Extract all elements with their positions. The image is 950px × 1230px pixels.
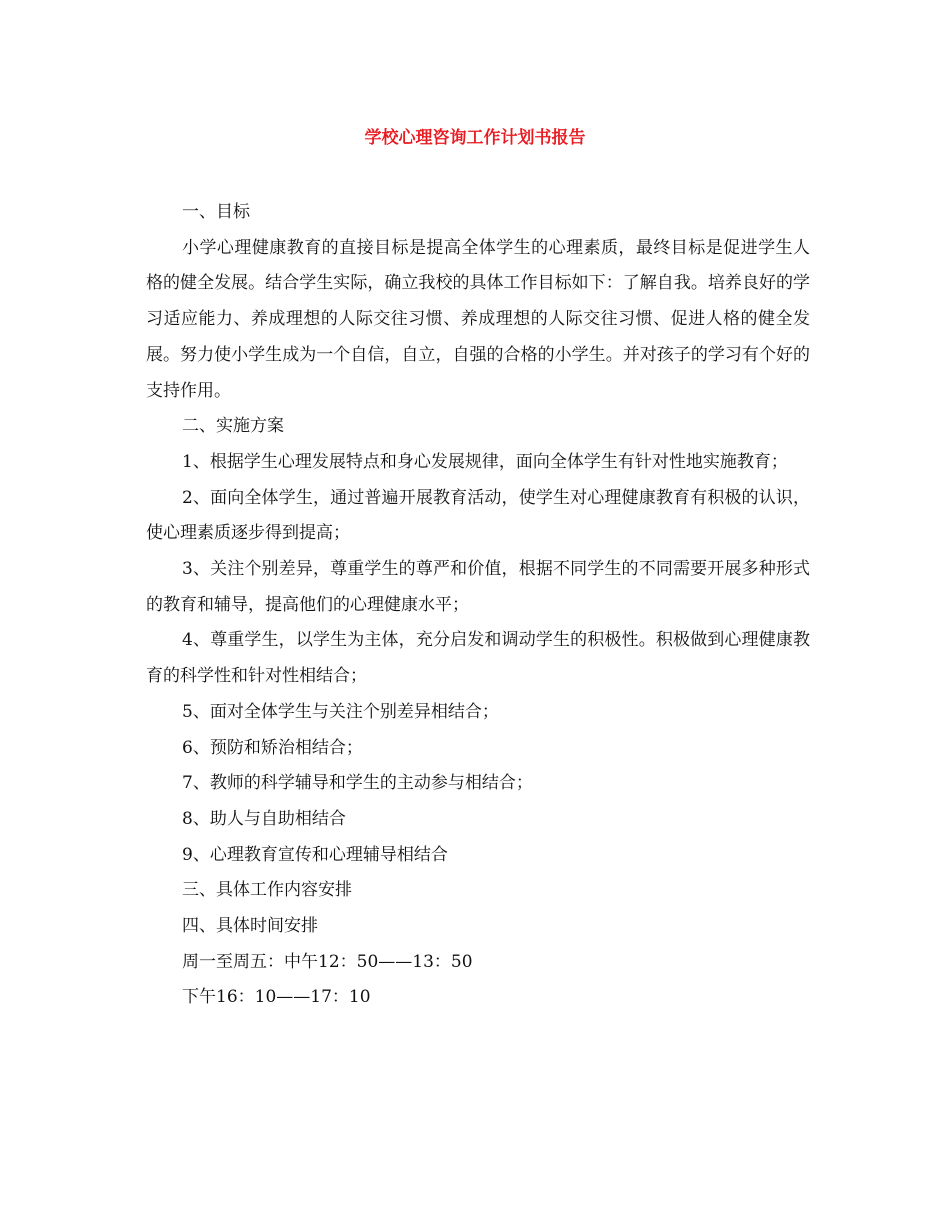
schedule-afternoon: 下午16：10——17：10 — [182, 987, 371, 1008]
schedule-noon: 周一至周五：中午12：50——13：50 — [182, 951, 473, 972]
plan-item-3: 3、关注个别差异，尊重学生的尊严和价值，根据不同学生的不同需要开展多种形式的教育和辅导，提高他们的心理健康水平； — [146, 559, 810, 615]
plan-item-4: 4、尊重学生，以学生为主体，充分启发和调动学生的积极性。积极做到心理健康教育的科学性和针对性相结合； — [146, 630, 810, 687]
plan-item-7: 7、教师的科学辅导和学生的主动参与相结合； — [182, 773, 533, 794]
plan-item-8: 8、助人与自助相结合 — [182, 808, 346, 829]
plan-item-5: 5、面对全体学生与关注个别差异相结合； — [182, 701, 499, 722]
plan-item-6: 6、预防和矫治相结合； — [182, 737, 363, 758]
document-title: 学校心理咨询工作计划书报告 — [364, 128, 586, 148]
plan-item-2: 2、面向全体学生，通过普遍开展教育活动，使学生对心理健康教育有积极的认识，使心理素质逐步得到提高； — [146, 487, 810, 544]
document-body — [146, 195, 810, 1016]
section-heading-content: 三、具体工作内容安排 — [182, 880, 352, 901]
goals-paragraph: 小学心理健康教育的直接目标是提高全体学生的心理素质，最终目标是促进学生人格的健全发展。结合学生实际，确立我校的具体工作目标如下：了解自我。培养良好的学习适应能力、养成理想的人际交往习惯、养成理想的人际交往习惯、促进人格的健全发展。努力使小学生成为一个自信，自立，自强的合格的小学生。并对孩子的学习有个好的支持作用。 — [146, 237, 810, 401]
section-heading-goals: 一、目标 — [182, 202, 250, 222]
plan-item-9: 9、心理教育宣传和心理辅导相结合 — [182, 844, 448, 865]
section-heading-plan: 二、实施方案 — [182, 416, 284, 437]
section-heading-schedule: 四、具体时间安排 — [182, 916, 318, 937]
plan-item-1: 1、根据学生心理发展特点和身心发展规律，面向全体学生有针对性地实施教育； — [182, 451, 788, 472]
